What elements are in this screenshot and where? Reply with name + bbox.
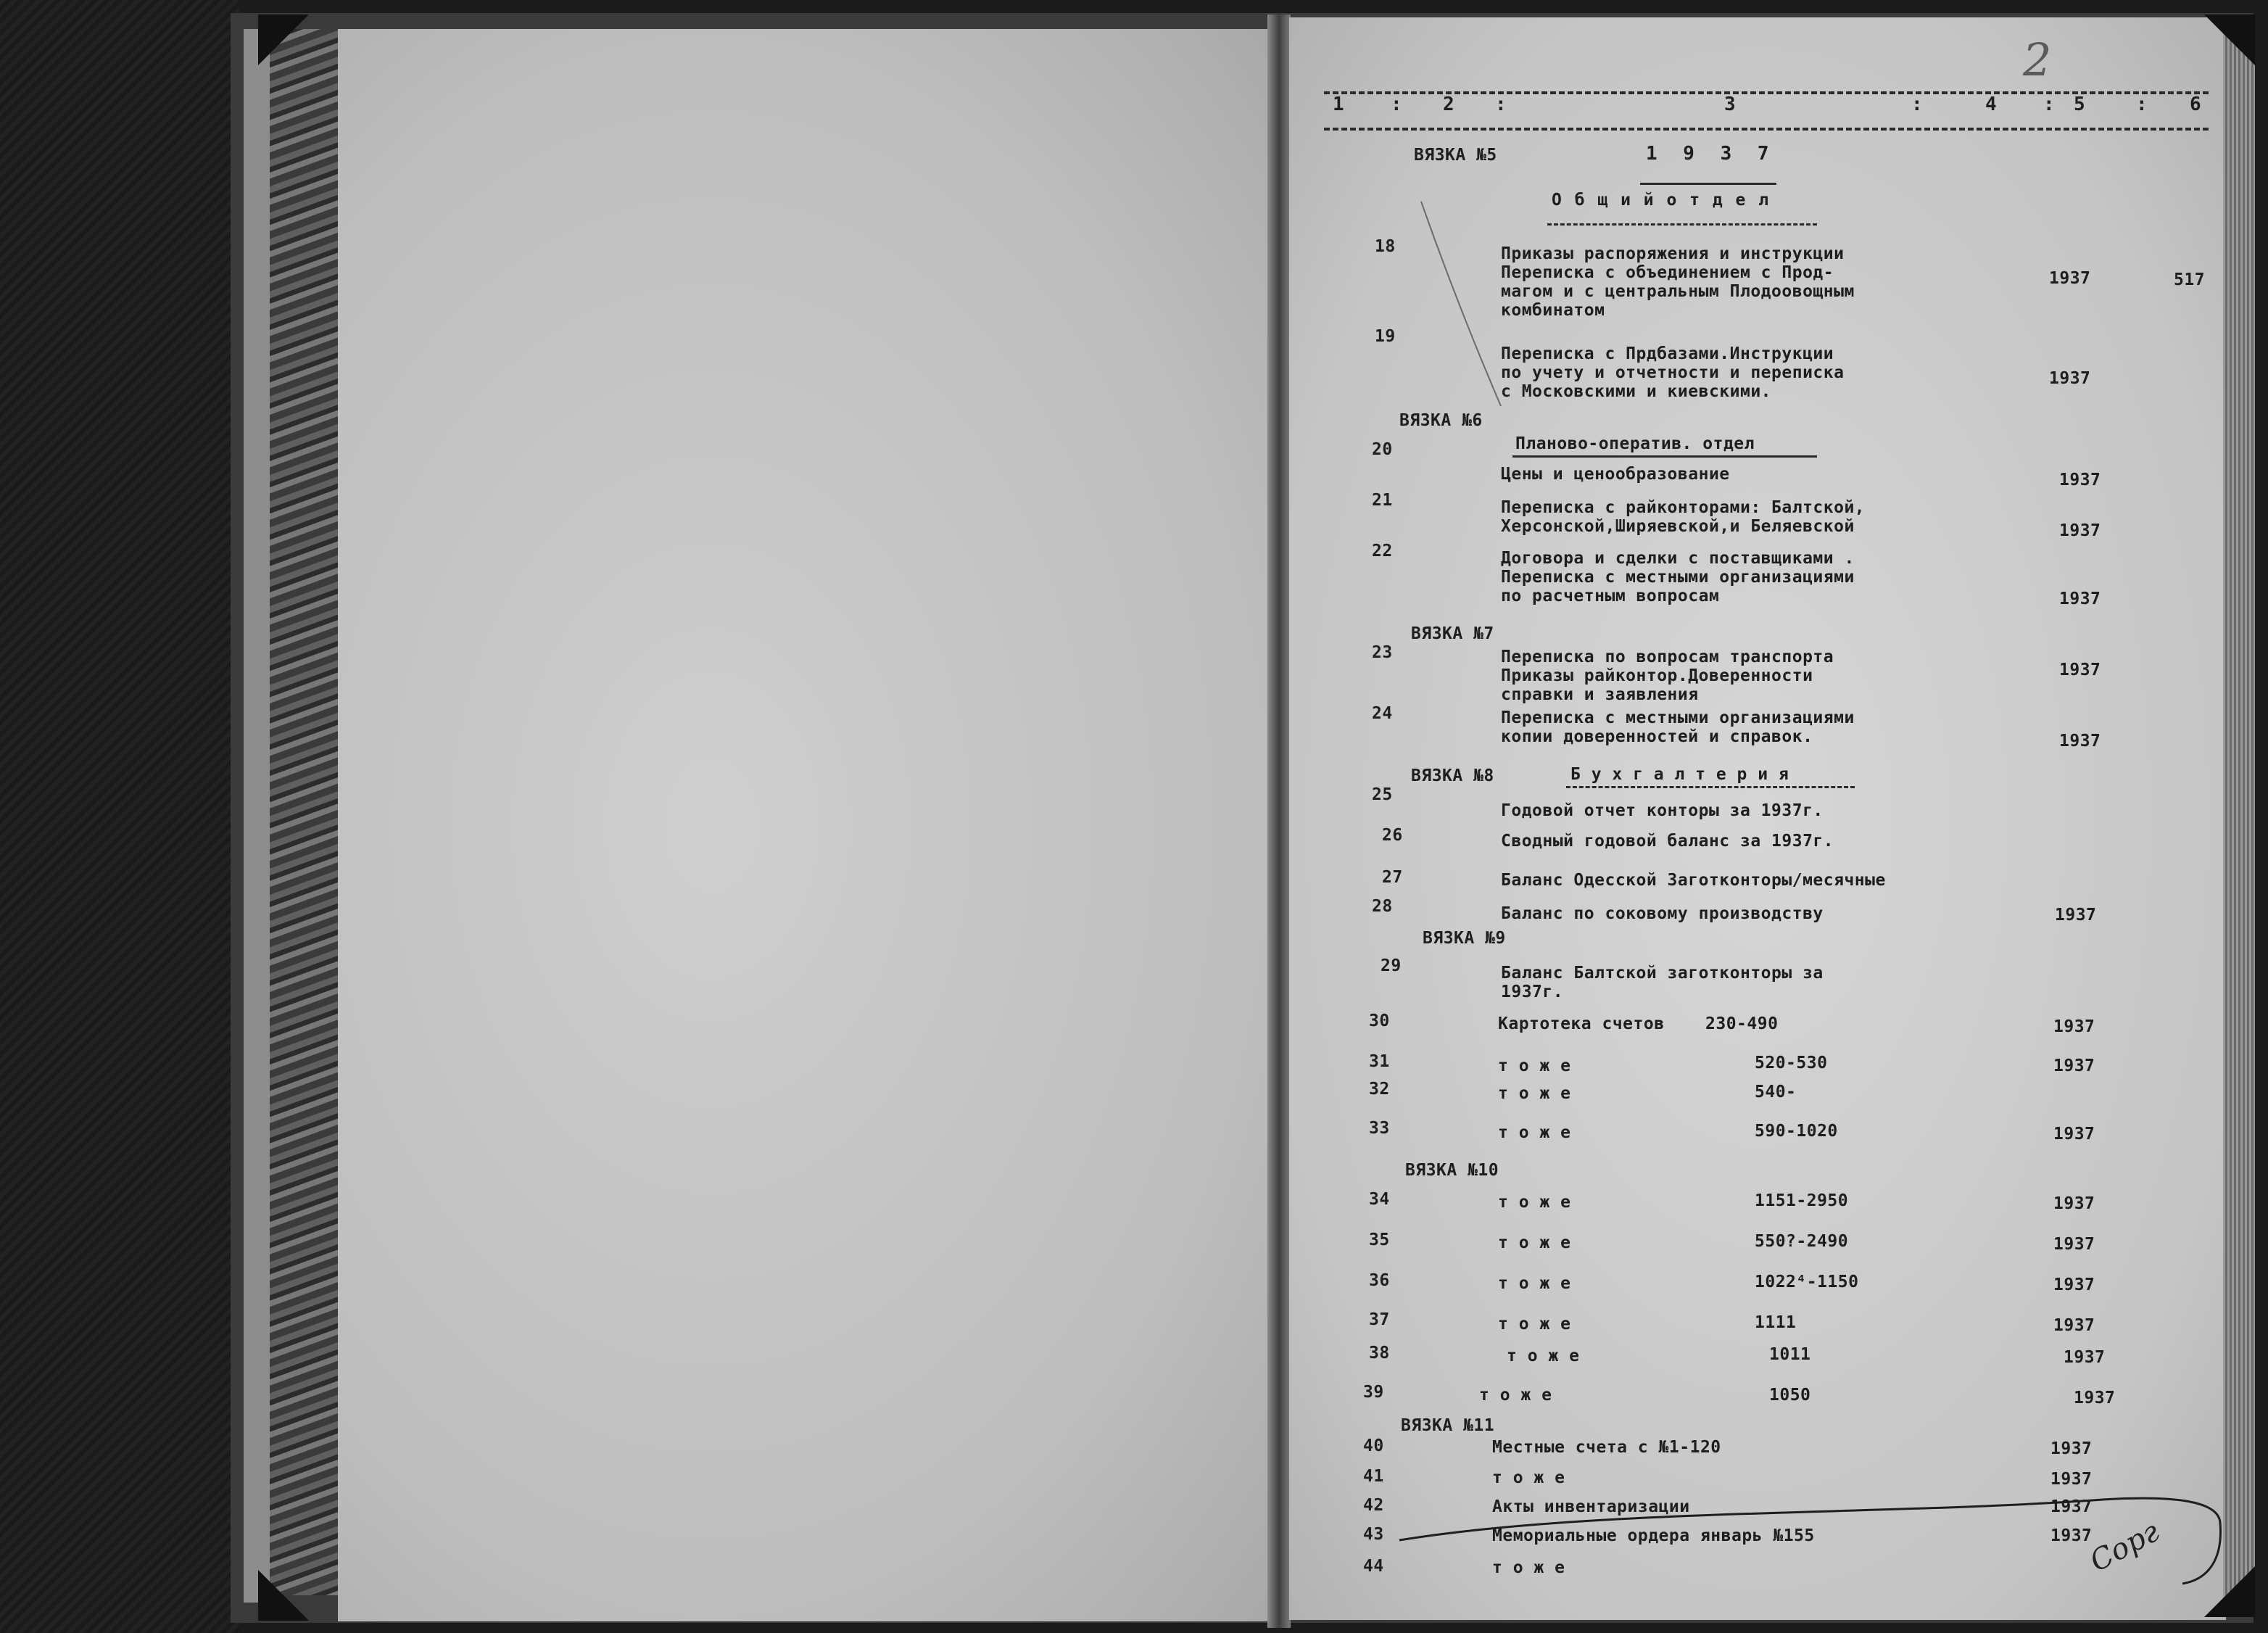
column-separator: : xyxy=(1495,94,1507,115)
row-title-line: копии доверенностей и справок. xyxy=(1501,727,1813,746)
row-title-line: комбинатом xyxy=(1501,301,1605,320)
column-number: 3 xyxy=(1724,94,1737,115)
account-range: 1011 xyxy=(1769,1345,1811,1364)
bundle-heading: ВЯЗКА №9 xyxy=(1423,929,1506,948)
bundle-heading: ВЯЗКА №11 xyxy=(1401,1416,1495,1435)
year-heading: 1 9 3 7 xyxy=(1646,143,1776,165)
row-number: 23 xyxy=(1372,643,1393,662)
column-number: 6 xyxy=(2190,94,2202,115)
signature: Сорг xyxy=(2085,1515,2165,1579)
row-title-line: т о ж е xyxy=(1498,1123,1571,1142)
row-year: 1937 xyxy=(2059,732,2101,751)
column-number: 4 xyxy=(1985,94,1998,115)
account-range: 1050 xyxy=(1769,1386,1811,1405)
row-number: 35 xyxy=(1369,1231,1390,1249)
account-range: 550?-2490 xyxy=(1755,1232,1849,1251)
row-title-line: Баланс Одесской Заготконторы/месячные xyxy=(1501,871,1886,890)
account-range: 540- xyxy=(1755,1083,1797,1101)
column-number: 2 xyxy=(1443,94,1455,115)
ink-scratch xyxy=(1421,202,1501,406)
row-year: 1937 xyxy=(2059,661,2101,679)
row-title-line: Переписка с местными организациями xyxy=(1501,568,1855,587)
row-year: 1937 xyxy=(2049,269,2091,288)
row-title-line: по учету и отчетности и переписка xyxy=(1501,363,1845,382)
sheet-number: 2 xyxy=(2023,33,2052,86)
row-year: 1937 xyxy=(2053,1194,2095,1213)
column-separator: : xyxy=(1911,94,1924,115)
row-title-line: т о ж е xyxy=(1498,1274,1571,1293)
column-separator: : xyxy=(2043,94,2056,115)
bundle-heading: ВЯЗКА №7 xyxy=(1411,624,1494,643)
account-range: 1022⁴-1150 xyxy=(1755,1273,1859,1291)
row-title-line: Акты инвентаризации xyxy=(1492,1497,1690,1516)
row-title-line: т о ж е xyxy=(1498,1084,1571,1103)
column-number: 5 xyxy=(2074,94,2086,115)
row-number: 28 xyxy=(1372,897,1393,916)
row-title-line: по расчетным вопросам xyxy=(1501,587,1720,605)
row-title-line: магом и с центральным Плодоовощным xyxy=(1501,282,1855,301)
account-range: 1111 xyxy=(1755,1313,1797,1332)
row-title-line: Местные счета с №1-120 xyxy=(1492,1438,1721,1457)
row-year: 1937 xyxy=(2050,1439,2093,1458)
row-year: 1937 xyxy=(2053,1276,2095,1294)
row-number: 34 xyxy=(1369,1190,1390,1209)
row-title-line: Приказы распоряжения и инструкции xyxy=(1501,244,1845,263)
bundle-heading: ВЯЗКА №10 xyxy=(1405,1161,1499,1180)
column-number: 1 xyxy=(1333,94,1345,115)
row-number: 32 xyxy=(1369,1080,1390,1099)
row-title-line: т о ж е xyxy=(1479,1386,1552,1405)
row-title-line: Картотека счетов xyxy=(1498,1014,1665,1033)
bundle-heading: ВЯЗКА №8 xyxy=(1411,766,1494,785)
row-title-line: 1937г. xyxy=(1501,983,1564,1001)
account-range: 590-1020 xyxy=(1755,1122,1838,1141)
row-title-line: Цены и ценообразование xyxy=(1501,465,1730,484)
row-title-line: Баланс Балтской заготконторы за xyxy=(1501,964,1824,983)
row-title-line: Баланс по соковому производству xyxy=(1501,904,1824,923)
row-number: 38 xyxy=(1369,1344,1390,1363)
row-year: 1937 xyxy=(2059,590,2101,608)
row-year: 1937 xyxy=(2050,1497,2093,1516)
row-title-line: т о ж е xyxy=(1507,1347,1580,1365)
row-year: 1937 xyxy=(2053,1057,2095,1075)
row-title-line: Переписка с Прдбазами.Инструкции xyxy=(1501,344,1834,363)
row-year: 1937 xyxy=(2053,1316,2095,1335)
row-title-line: т о ж е xyxy=(1498,1233,1571,1252)
row-number: 42 xyxy=(1363,1496,1384,1515)
row-title-line: Договора и сделки с поставщиками . xyxy=(1501,549,1855,568)
row-title-line: т о ж е xyxy=(1498,1193,1571,1212)
row-title-line: т о ж е xyxy=(1498,1057,1571,1075)
row-number: 33 xyxy=(1369,1119,1390,1138)
row-title-line: т о ж е xyxy=(1498,1315,1571,1334)
row-title-line: т о ж е xyxy=(1492,1558,1565,1577)
row-number: 19 xyxy=(1375,327,1396,346)
row-year: 1937 xyxy=(2059,521,2101,540)
department-heading: Планово-оператив. отдел xyxy=(1515,434,1755,453)
row-number: 31 xyxy=(1369,1052,1390,1071)
row-sheet-count: 517 xyxy=(2174,270,2206,289)
row-year: 1937 xyxy=(2050,1470,2093,1489)
row-number: 20 xyxy=(1372,440,1393,459)
row-title-line: Переписка с объединением с Прод- xyxy=(1501,263,1834,282)
row-year: 1937 xyxy=(2053,1017,2095,1036)
row-number: 39 xyxy=(1363,1383,1384,1402)
department-heading: О б щ и й о т д е л xyxy=(1552,191,1771,210)
row-title-line: Мемориальные ордера январь №155 xyxy=(1492,1526,1815,1545)
row-year: 1937 xyxy=(2064,1348,2106,1367)
row-title-line: с Московскими и киевскими. xyxy=(1501,382,1772,401)
row-title-line: Сводный годовой баланс за 1937г. xyxy=(1501,832,1834,851)
row-title-line: Переписка с райконторами: Балтской, xyxy=(1501,498,1866,517)
row-title-line: Переписка по вопросам транспорта xyxy=(1501,648,1834,666)
row-year: 1937 xyxy=(2055,906,2097,925)
row-number: 40 xyxy=(1363,1436,1384,1455)
row-title-line: Переписка с местными организациями xyxy=(1501,708,1855,727)
row-number: 22 xyxy=(1372,542,1393,561)
row-year: 1937 xyxy=(2050,1526,2093,1545)
row-title-line: справки и заявления xyxy=(1501,685,1699,704)
row-number: 37 xyxy=(1369,1310,1390,1329)
row-number: 25 xyxy=(1372,785,1393,804)
account-range: 520-530 xyxy=(1755,1054,1828,1072)
row-title-line: Херсонской,Ширяевской,и Беляевской xyxy=(1501,517,1855,536)
row-number: 41 xyxy=(1363,1467,1384,1486)
row-year: 1937 xyxy=(2049,369,2091,388)
row-number: 43 xyxy=(1363,1525,1384,1544)
row-year: 1937 xyxy=(2053,1235,2095,1254)
row-title-line: Годовой отчет конторы за 1937г. xyxy=(1501,801,1824,820)
column-separator: : xyxy=(1391,94,1403,115)
row-year: 1937 xyxy=(2074,1389,2116,1407)
account-range: 230-490 xyxy=(1705,1014,1779,1033)
row-number: 36 xyxy=(1369,1271,1390,1290)
account-range: 1151-2950 xyxy=(1755,1191,1849,1210)
row-title-line: Приказы райконтор.Доверенности xyxy=(1501,666,1813,685)
row-title-line: т о ж е xyxy=(1492,1468,1565,1487)
row-number: 29 xyxy=(1381,956,1402,975)
column-separator: : xyxy=(2136,94,2148,115)
row-year: 1937 xyxy=(2053,1125,2095,1144)
row-number: 24 xyxy=(1372,704,1393,723)
row-number: 27 xyxy=(1382,868,1403,887)
row-number: 30 xyxy=(1369,1012,1390,1030)
bundle-heading: ВЯЗКА №5 xyxy=(1414,146,1497,165)
row-number: 18 xyxy=(1375,237,1396,256)
row-number: 44 xyxy=(1363,1557,1384,1576)
row-number: 26 xyxy=(1382,826,1403,845)
row-year: 1937 xyxy=(2059,471,2101,489)
department-heading: Б у х г а л т е р и я xyxy=(1570,765,1789,784)
row-number: 21 xyxy=(1372,491,1393,510)
bundle-heading: ВЯЗКА №6 xyxy=(1399,411,1483,430)
